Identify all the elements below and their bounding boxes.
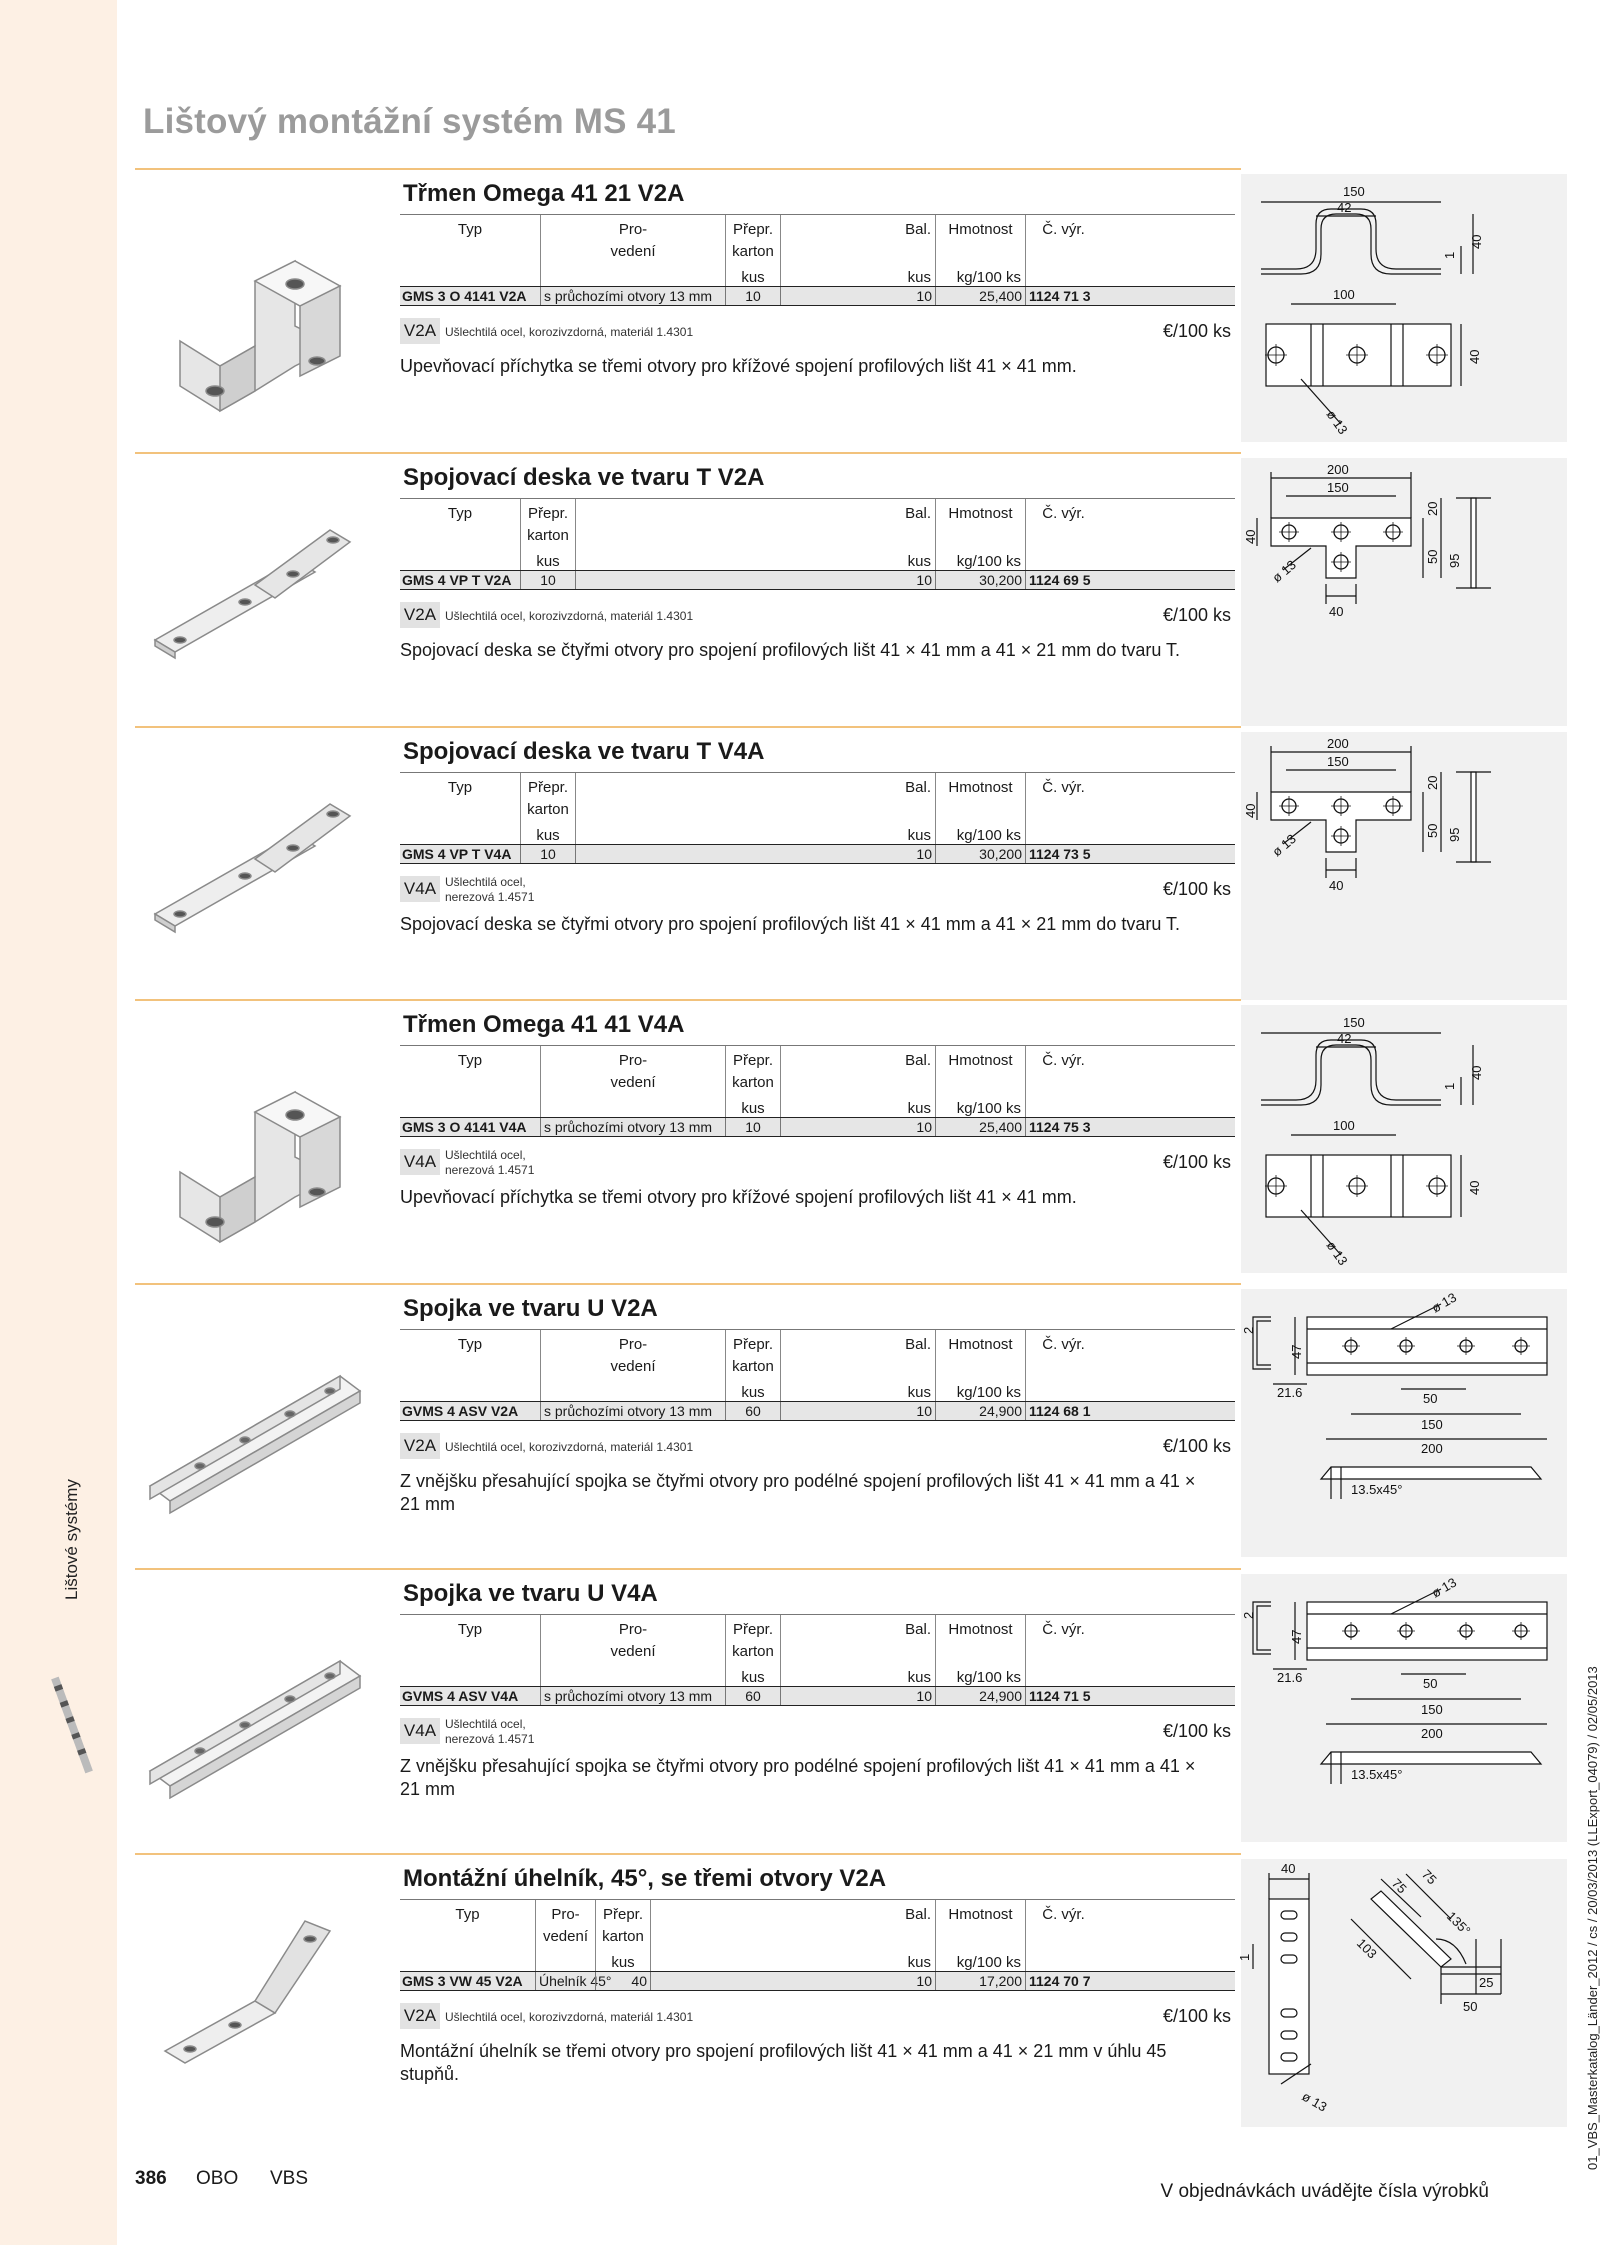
cell-cvyr: 1124 75 3 [1025, 1118, 1101, 1136]
col-header-provedeni: Pro- vedení [540, 215, 725, 287]
product-description: Montážní úhelník se třemi otvory pro spojení profilových lišt 41 × 41 mm a 41 × 21 mm v úhlu 45 stupňů. [400, 2041, 1167, 2084]
cell-hmotnost: 25,400 [935, 287, 1025, 305]
cell-prepr: 10 [520, 845, 575, 863]
cell-cvyr: 1124 69 5 [1025, 571, 1101, 589]
svg-text:95: 95 [1447, 553, 1462, 568]
table-header [400, 1329, 1235, 1401]
product-title: Třmen Omega 41 41 V4A [403, 1011, 685, 1038]
svg-text:50: 50 [1425, 823, 1440, 838]
cell-typ: GMS 3 O 4141 V4A [402, 1119, 527, 1135]
cell-cvyr: 1124 71 3 [1025, 287, 1101, 305]
price-unit: €/100 ks [1162, 879, 1231, 899]
technical-drawing [1241, 458, 1567, 726]
svg-text:100: 100 [1333, 1118, 1355, 1133]
cell-bal: 10 [650, 1972, 935, 1990]
product-table [400, 498, 1235, 662]
table-row [400, 1686, 1235, 1706]
product-table [400, 1899, 1235, 2086]
cell-prepr: 60 [725, 1402, 780, 1420]
product-title: Třmen Omega 41 21 V2A [403, 180, 685, 207]
cell-typ: GMS 4 VP T V4A [402, 846, 512, 862]
table-header [400, 1899, 1235, 1971]
cell-prepr: 10 [520, 571, 575, 589]
material-row [400, 313, 1235, 351]
table-row [400, 1971, 1235, 1991]
section-divider [135, 726, 1241, 728]
svg-text:13.5x45°: 13.5x45° [1351, 1767, 1403, 1782]
col-header-bal: Bal. kus [780, 1330, 935, 1402]
col-header-hmotnost: Hmotnost kg/100 ks [935, 773, 1025, 845]
col-header-prepr: Přepr. karton kus [725, 1330, 780, 1402]
svg-text:200: 200 [1421, 1441, 1443, 1456]
col-header-bal: Bal. kus [650, 1900, 935, 1972]
col-header-hmotnost: Hmotnost kg/100 ks [935, 499, 1025, 571]
col-header-typ: Typ [457, 221, 483, 238]
col-header-cvyr: Č. výr. [1025, 1046, 1101, 1118]
table-row [400, 1117, 1235, 1137]
col-header-cvyr: Č. výr. [1025, 773, 1101, 845]
cell-prepr: 40 [595, 1972, 650, 1990]
col-header-bal: Bal. kus [780, 1046, 935, 1118]
product-table [400, 214, 1235, 378]
price-unit: €/100 ks [1162, 2006, 1231, 2026]
svg-text:150: 150 [1343, 1015, 1365, 1030]
cell-prepr: 10 [725, 1118, 780, 1136]
product-table [400, 1614, 1235, 1801]
svg-text:150: 150 [1327, 480, 1349, 495]
material-text: Ušlechtilá ocel, nerezová 1.4571 [445, 875, 535, 904]
product-description: Spojovací deska se čtyřmi otvory pro spojení profilových lišt 41 × 41 mm a 41 × 21 mm do tvaru T. [400, 640, 1181, 660]
cell-hmotnost: 30,200 [935, 571, 1025, 589]
svg-text:150: 150 [1421, 1417, 1443, 1432]
svg-text:47: 47 [1289, 1629, 1304, 1644]
product-description: Spojovací deska se čtyřmi otvory pro spojení profilových lišt 41 × 41 mm a 41 × 21 mm do tvaru T. [400, 914, 1181, 934]
cell-hmotnost: 24,900 [935, 1402, 1025, 1420]
svg-text:50: 50 [1463, 1999, 1478, 2014]
svg-text:40: 40 [1469, 1065, 1484, 1080]
col-header-hmotnost: Hmotnost kg/100 ks [935, 1900, 1025, 1972]
svg-text:150: 150 [1421, 1702, 1443, 1717]
section-divider [135, 999, 1241, 1001]
svg-text:ø 13: ø 13 [1299, 2088, 1330, 2115]
side-band [0, 0, 117, 2245]
cell-bal: 10 [780, 1402, 935, 1420]
product-description: Upevňovací příchytka se třemi otvory pro křížové spojení profilových lišt 41 × 41 mm. [400, 356, 1077, 376]
technical-drawing [1241, 732, 1567, 1000]
table-row [400, 1401, 1235, 1421]
material-code: V4A [400, 876, 440, 902]
cell-prepr: 60 [725, 1687, 780, 1705]
product-photo [145, 764, 370, 989]
product-description: Upevňovací příchytka se třemi otvory pro křížové spojení profilových lišt 41 × 41 mm. [400, 1187, 1077, 1207]
cell-provedeni: Úhelník 45° [535, 1972, 595, 1990]
cell-provedeni: s průchozími otvory 13 mm [540, 287, 725, 305]
material-row [400, 871, 1235, 909]
table-header [400, 772, 1235, 844]
col-header-typ: Typ [457, 1621, 483, 1638]
col-header-cvyr: Č. výr. [1025, 1900, 1101, 1972]
cell-typ: GMS 3 VW 45 V2A [402, 1973, 523, 1989]
product-title: Spojka ve tvaru U V2A [403, 1295, 658, 1322]
col-header-bal: Bal. kus [780, 215, 935, 287]
page-title: Lištový montážní systém MS 41 [143, 102, 676, 141]
product-table [400, 772, 1235, 936]
col-header-prepr: Přepr. karton kus [520, 499, 575, 571]
svg-text:40: 40 [1281, 1861, 1296, 1876]
svg-text:2: 2 [1241, 1326, 1256, 1334]
col-header-typ: Typ [455, 1906, 480, 1923]
product-description: Z vnějšku přesahující spojka se čtyřmi otvory pro podélné spojení profilových lišt 41 × 41 mm a 41 × 21 mm [400, 1756, 1196, 1799]
cell-typ: GVMS 4 ASV V4A [402, 1688, 519, 1704]
cell-hmotnost: 25,400 [935, 1118, 1025, 1136]
col-header-cvyr: Č. výr. [1025, 1330, 1101, 1402]
price-unit: €/100 ks [1162, 321, 1231, 341]
svg-text:1: 1 [1442, 251, 1457, 259]
material-row [400, 1713, 1235, 1751]
product-title: Montážní úhelník, 45°, se třemi otvory V2A [403, 1865, 887, 1892]
col-header-hmotnost: Hmotnost kg/100 ks [935, 1615, 1025, 1687]
table-header [400, 1045, 1235, 1117]
material-text: Ušlechtilá ocel, nerezová 1.4571 [445, 1717, 535, 1746]
cell-hmotnost: 30,200 [935, 845, 1025, 863]
svg-text:ø 13: ø 13 [1323, 407, 1351, 438]
material-text: Ušlechtilá ocel, nerezová 1.4571 [445, 1148, 535, 1177]
col-header-cvyr: Č. výr. [1025, 499, 1101, 571]
svg-text:75: 75 [1418, 1866, 1440, 1888]
col-header-prepr: Přepr. karton kus [725, 1046, 780, 1118]
svg-text:ø 13: ø 13 [1269, 557, 1299, 586]
cell-cvyr: 1124 71 5 [1025, 1687, 1101, 1705]
product-photo [145, 490, 370, 715]
col-header-provedeni: Pro- vedení [540, 1046, 725, 1118]
svg-text:75: 75 [1388, 1875, 1410, 1897]
svg-text:40: 40 [1243, 529, 1258, 544]
cell-typ: GMS 3 O 4141 V2A [402, 288, 527, 304]
svg-text:ø 13: ø 13 [1429, 1289, 1460, 1316]
svg-text:40: 40 [1329, 878, 1344, 893]
svg-text:1: 1 [1237, 1953, 1252, 1961]
cell-typ: GMS 4 VP T V2A [402, 572, 512, 588]
footer-note: V objednávkách uvádějte čísla výrobků [1160, 2181, 1489, 2202]
svg-text:103: 103 [1353, 1935, 1380, 1962]
svg-text:200: 200 [1327, 462, 1349, 477]
product-title: Spojka ve tvaru U V4A [403, 1580, 658, 1607]
product-photo [145, 1891, 370, 2116]
cell-provedeni: s průchozími otvory 13 mm [540, 1118, 725, 1136]
svg-text:50: 50 [1425, 549, 1440, 564]
product-photo [145, 206, 370, 431]
svg-text:47: 47 [1289, 1344, 1304, 1359]
col-header-prepr: Přepr. karton kus [595, 1900, 650, 1972]
technical-drawing [1241, 1574, 1567, 1842]
svg-text:40: 40 [1467, 1180, 1482, 1195]
product-title: Spojovací deska ve tvaru T V4A [403, 738, 765, 765]
section-divider [135, 168, 1241, 170]
material-row [400, 1428, 1235, 1466]
col-header-provedeni: Pro- vedení [535, 1900, 595, 1972]
col-header-typ: Typ [457, 1052, 483, 1069]
cell-hmotnost: 24,900 [935, 1687, 1025, 1705]
product-table [400, 1045, 1235, 1209]
section-divider [135, 1283, 1241, 1285]
col-header-provedeni: Pro- vedení [540, 1330, 725, 1402]
catalog-meta: 01_VBS_Masterkatalog_Länder_2012 / cs / 20/03/2013 (LLExport_04079) / 02/05/2013 [1585, 1666, 1600, 2170]
cell-bal: 10 [780, 287, 935, 305]
svg-text:200: 200 [1327, 736, 1349, 751]
svg-text:135°: 135° [1443, 1908, 1474, 1939]
cell-bal: 10 [575, 571, 935, 589]
svg-text:100: 100 [1333, 287, 1355, 302]
cell-hmotnost: 17,200 [935, 1972, 1025, 1990]
price-unit: €/100 ks [1162, 1721, 1231, 1741]
col-header-prepr: Přepr. karton kus [725, 1615, 780, 1687]
svg-text:25: 25 [1479, 1975, 1494, 1990]
col-header-typ: Typ [457, 1336, 483, 1353]
technical-drawing [1241, 1289, 1567, 1557]
product-description: Z vnějšku přesahující spojka se čtyřmi otvory pro podélné spojení profilových lišt 41 × 41 mm a 41 × 21 mm [400, 1471, 1196, 1514]
material-text: Ušlechtilá ocel, korozivzdorná, materiál 1.4301 [445, 2009, 694, 2024]
svg-text:50: 50 [1423, 1676, 1438, 1691]
svg-text:ø 13: ø 13 [1269, 831, 1299, 860]
cell-cvyr: 1124 73 5 [1025, 845, 1101, 863]
col-header-typ: Typ [447, 505, 473, 522]
svg-text:20: 20 [1425, 775, 1440, 790]
footer-division: VBS [270, 2168, 309, 2189]
col-header-hmotnost: Hmotnost kg/100 ks [935, 1330, 1025, 1402]
svg-text:42: 42 [1337, 200, 1352, 215]
col-header-bal: Bal. kus [780, 1615, 935, 1687]
col-header-typ: Typ [447, 779, 473, 796]
col-header-bal: Bal. kus [575, 499, 935, 571]
table-row [400, 286, 1235, 306]
cell-bal: 10 [780, 1118, 935, 1136]
svg-text:95: 95 [1447, 827, 1462, 842]
cell-provedeni: s průchozími otvory 13 mm [540, 1402, 725, 1420]
product-table [400, 1329, 1235, 1516]
col-header-hmotnost: Hmotnost kg/100 ks [935, 1046, 1025, 1118]
product-photo [145, 1606, 370, 1831]
product-photo [145, 1321, 370, 1546]
product-photo [145, 1037, 370, 1262]
section-divider [135, 1853, 1241, 1855]
svg-text:40: 40 [1469, 234, 1484, 249]
material-text: Ušlechtilá ocel, korozivzdorná, materiál 1.4301 [445, 324, 694, 339]
product-title: Spojovací deska ve tvaru T V2A [403, 464, 765, 491]
col-header-prepr: Přepr. karton kus [725, 215, 780, 287]
table-header [400, 498, 1235, 570]
col-header-provedeni: Pro- vedení [540, 1615, 725, 1687]
svg-text:150: 150 [1343, 184, 1365, 199]
price-unit: €/100 ks [1162, 605, 1231, 625]
cell-prepr: 10 [725, 287, 780, 305]
svg-text:ø 13: ø 13 [1429, 1574, 1460, 1601]
col-header-cvyr: Č. výr. [1025, 215, 1101, 287]
section-divider [135, 1568, 1241, 1570]
cell-bal: 10 [780, 1687, 935, 1705]
material-text: Ušlechtilá ocel, korozivzdorná, materiál 1.4301 [445, 608, 694, 623]
material-row [400, 1998, 1235, 2036]
material-code: V4A [400, 1718, 440, 1744]
svg-text:150: 150 [1327, 754, 1349, 769]
technical-drawing [1241, 174, 1567, 442]
svg-text:21.6: 21.6 [1277, 1670, 1303, 1685]
technical-drawing [1237, 1859, 1567, 2127]
svg-text:200: 200 [1421, 1726, 1443, 1741]
cell-provedeni: s průchozími otvory 13 mm [540, 1687, 725, 1705]
svg-text:40: 40 [1467, 349, 1482, 364]
svg-text:1: 1 [1442, 1082, 1457, 1090]
material-code: V2A [400, 2003, 440, 2029]
col-header-cvyr: Č. výr. [1025, 1615, 1101, 1687]
material-code: V2A [400, 602, 440, 628]
col-header-bal: Bal. kus [575, 773, 935, 845]
technical-drawing [1241, 1005, 1567, 1273]
cell-cvyr: 1124 70 7 [1025, 1972, 1101, 1990]
svg-text:21.6: 21.6 [1277, 1385, 1303, 1400]
section-divider [135, 452, 1241, 454]
material-code: V4A [400, 1149, 440, 1175]
svg-text:ø 13: ø 13 [1323, 1238, 1351, 1269]
material-code: V2A [400, 318, 440, 344]
material-code: V2A [400, 1433, 440, 1459]
table-header [400, 214, 1235, 286]
table-row [400, 844, 1235, 864]
cell-typ: GVMS 4 ASV V2A [402, 1403, 519, 1419]
price-unit: €/100 ks [1162, 1436, 1231, 1456]
svg-text:42: 42 [1337, 1031, 1352, 1046]
cell-cvyr: 1124 68 1 [1025, 1402, 1101, 1420]
svg-text:40: 40 [1329, 604, 1344, 619]
cell-bal: 10 [575, 845, 935, 863]
material-row [400, 1144, 1235, 1182]
material-text: Ušlechtilá ocel, korozivzdorná, materiál 1.4301 [445, 1439, 694, 1454]
svg-text:50: 50 [1423, 1391, 1438, 1406]
col-header-prepr: Přepr. karton kus [520, 773, 575, 845]
table-header [400, 1614, 1235, 1686]
footer-brand: OBO [196, 2168, 239, 2189]
side-label: Lištové systémy [62, 1479, 81, 1600]
table-row [400, 570, 1235, 590]
material-row [400, 597, 1235, 635]
page-number: 386 [135, 2168, 167, 2189]
svg-text:13.5x45°: 13.5x45° [1351, 1482, 1403, 1497]
svg-text:40: 40 [1243, 803, 1258, 818]
svg-text:2: 2 [1241, 1611, 1256, 1619]
price-unit: €/100 ks [1162, 1152, 1231, 1172]
svg-text:20: 20 [1425, 501, 1440, 516]
col-header-hmotnost: Hmotnost kg/100 ks [935, 215, 1025, 287]
